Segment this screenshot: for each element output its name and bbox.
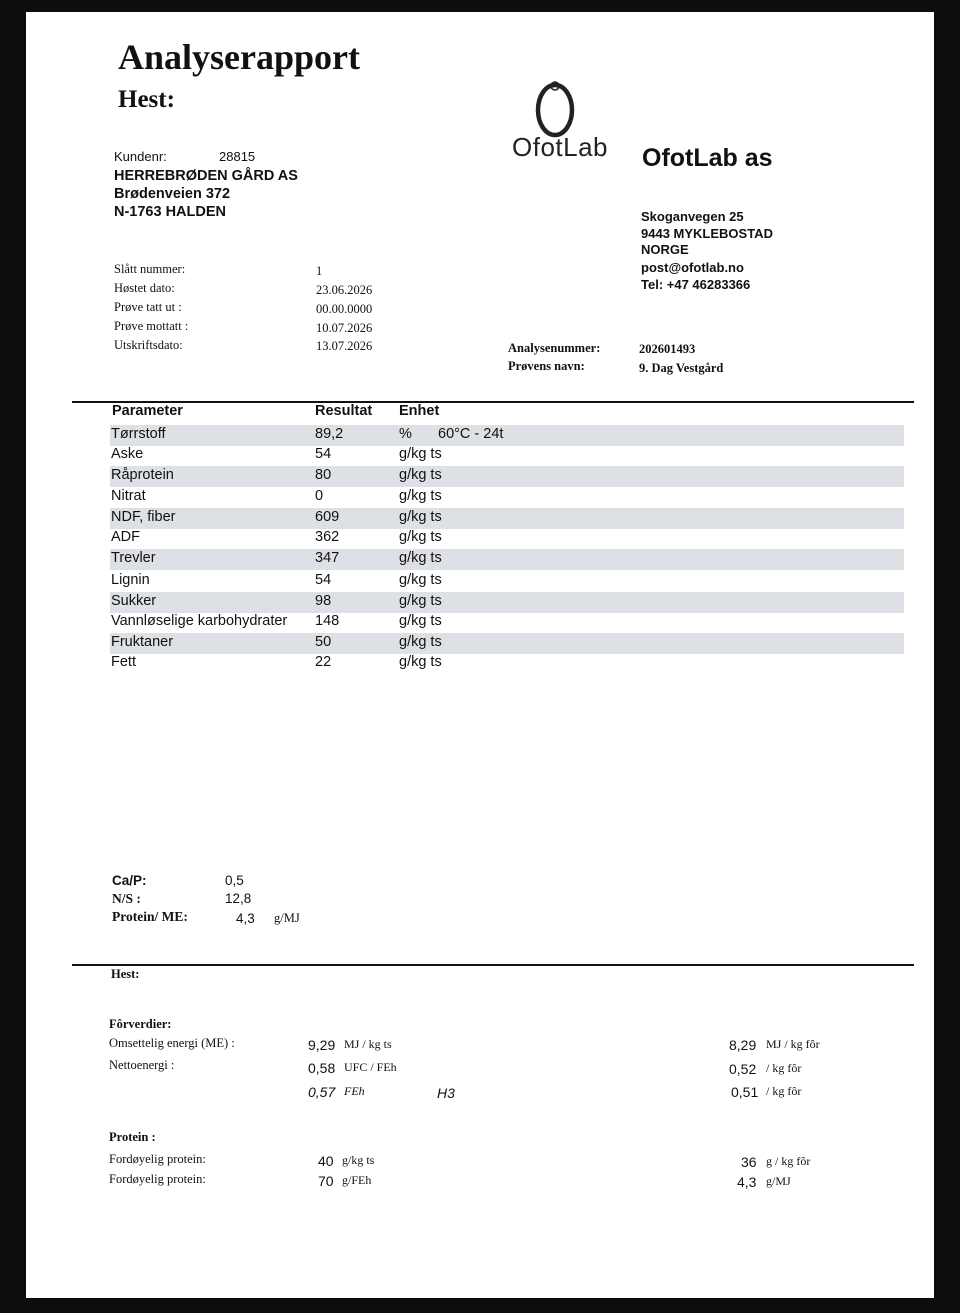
me-label: Omsettelig energi (ME) : bbox=[109, 1036, 235, 1050]
result-cell: 347 bbox=[315, 550, 340, 566]
me-value-per-feed: 8,29 bbox=[729, 1037, 757, 1053]
unit-cell: g/kg ts bbox=[399, 634, 442, 650]
unit-cell: g/kg ts bbox=[399, 613, 442, 629]
protein-me-label: Protein/ ME: bbox=[112, 909, 188, 924]
table-row bbox=[110, 445, 904, 466]
forverdier-heading: Fôrverdier: bbox=[109, 1017, 172, 1031]
me-value: 9,29 bbox=[308, 1037, 336, 1053]
result-cell: 22 bbox=[315, 654, 332, 670]
param-cell: Fruktaner bbox=[111, 634, 174, 650]
customer-number-label: Kundenr: bbox=[114, 149, 167, 164]
unit-cell: g/kg ts bbox=[399, 654, 442, 670]
unit-cell: % bbox=[399, 426, 412, 442]
param-cell: Trevler bbox=[111, 550, 156, 566]
sample-info-label: Slått nummer: bbox=[114, 262, 186, 276]
protein-heading: Protein : bbox=[109, 1130, 156, 1144]
result-cell: 98 bbox=[315, 593, 332, 609]
lab-name: OfotLab as bbox=[642, 144, 773, 172]
me-unit-per-feed: MJ / kg fôr bbox=[766, 1037, 820, 1051]
param-cell: Råprotein bbox=[111, 467, 174, 483]
ns-label: N/S : bbox=[112, 891, 141, 906]
report-title: Analyserapport bbox=[118, 37, 360, 77]
sample-info-label: Prøve mottatt : bbox=[114, 319, 189, 333]
section-divider bbox=[72, 401, 914, 403]
unit-cell: g/kg ts bbox=[399, 572, 442, 588]
report-page bbox=[26, 12, 934, 1298]
param-cell: NDF, fiber bbox=[111, 509, 176, 525]
result-cell: 54 bbox=[315, 572, 332, 588]
result-cell: 609 bbox=[315, 509, 340, 525]
param-cell: ADF bbox=[111, 529, 140, 545]
unit-cell: g/kg ts bbox=[399, 593, 442, 609]
analysis-number-label: Analysenummer: bbox=[508, 341, 601, 355]
result-cell: 80 bbox=[315, 467, 332, 483]
report-subtitle: Hest: bbox=[118, 86, 175, 113]
fp1-unit: g/kg ts bbox=[342, 1153, 375, 1167]
fp2-unit-per-feed: g/MJ bbox=[766, 1174, 791, 1188]
table-row bbox=[110, 633, 904, 654]
unit-cell: g/kg ts bbox=[399, 529, 442, 545]
param-header: Parameter bbox=[112, 403, 183, 419]
logo-wordmark: OfotLab bbox=[512, 132, 609, 162]
param-cell: Nitrat bbox=[111, 488, 146, 504]
table-row bbox=[110, 466, 904, 487]
me-unit: MJ / kg ts bbox=[344, 1037, 392, 1051]
fp2-value: 70 bbox=[318, 1173, 334, 1189]
sample-info-value: 00.00.0000 bbox=[316, 302, 373, 316]
lab-phone: Tel: +47 46283366 bbox=[641, 277, 751, 292]
ne-unit: UFC / FEh bbox=[344, 1060, 397, 1074]
sample-info-label: Prøve tatt ut : bbox=[114, 300, 182, 314]
fp2-unit: g/FEh bbox=[342, 1173, 372, 1187]
unit-cell: g/kg ts bbox=[399, 446, 442, 462]
feh-value-per-feed: 0,51 bbox=[731, 1084, 759, 1100]
result-cell: 148 bbox=[315, 613, 340, 629]
param-cell: Aske bbox=[111, 446, 144, 462]
table-row bbox=[110, 571, 904, 592]
lab-email: post@ofotlab.no bbox=[641, 260, 744, 275]
ns-value: 12,8 bbox=[225, 891, 252, 906]
result-header: Resultat bbox=[315, 403, 373, 419]
ne-value-per-feed: 0,52 bbox=[729, 1061, 757, 1077]
unit-cell: g/kg ts bbox=[399, 467, 442, 483]
fp1-label: Fordøyelig protein: bbox=[109, 1152, 206, 1166]
customer-city: N-1763 HALDEN bbox=[114, 204, 226, 220]
result-cell: 362 bbox=[315, 529, 340, 545]
protein-me-value: 4,3 bbox=[236, 911, 255, 926]
customer-number: 28815 bbox=[219, 149, 256, 164]
fp2-value-per-feed: 4,3 bbox=[737, 1174, 757, 1190]
result-cell: 0 bbox=[315, 488, 324, 504]
fp1-value-per-feed: 36 bbox=[741, 1154, 757, 1170]
sample-info-value: 13.07.2026 bbox=[316, 339, 373, 353]
param-cell: Sukker bbox=[111, 593, 157, 609]
lab-city: 9443 MYKLEBOSTAD bbox=[641, 226, 773, 241]
table-row bbox=[110, 653, 904, 674]
fp1-value: 40 bbox=[318, 1153, 334, 1169]
feh-unit-per-feed: / kg fôr bbox=[766, 1084, 802, 1098]
param-cell: Fett bbox=[111, 654, 136, 670]
result-cell: 50 bbox=[315, 634, 332, 650]
ne-value: 0,58 bbox=[308, 1060, 336, 1076]
unit-cell: g/kg ts bbox=[399, 509, 442, 525]
table-row bbox=[110, 528, 904, 549]
result-cell: 89,2 bbox=[315, 426, 344, 442]
section-divider bbox=[72, 964, 914, 966]
note-cell: 60°C - 24t bbox=[438, 426, 504, 442]
feh-unit: FEh bbox=[344, 1084, 365, 1098]
result-cell: 54 bbox=[315, 446, 332, 462]
fp2-label: Fordøyelig protein: bbox=[109, 1172, 206, 1186]
table-row bbox=[110, 487, 904, 508]
sample-info-label: Utskriftsdato: bbox=[114, 338, 183, 352]
customer-name: HERREBRØDEN GÅRD AS bbox=[114, 168, 298, 184]
sample-info-value: 10.07.2026 bbox=[316, 321, 373, 335]
lab-country: NORGE bbox=[641, 242, 689, 257]
feh-value: 0,57 bbox=[308, 1084, 336, 1100]
param-cell: Lignin bbox=[111, 572, 150, 588]
unit-cell: g/kg ts bbox=[399, 550, 442, 566]
analysis-number: 202601493 bbox=[639, 342, 696, 356]
sample-info-value: 23.06.2026 bbox=[316, 283, 373, 297]
feh-code: H3 bbox=[437, 1085, 455, 1101]
param-cell: Tørrstoff bbox=[111, 426, 166, 442]
cap-value: 0,5 bbox=[225, 873, 244, 888]
unit-header: Enhet bbox=[399, 403, 440, 419]
table-row bbox=[110, 549, 904, 570]
lab-street: Skoganvegen 25 bbox=[641, 209, 744, 224]
table-row bbox=[110, 592, 904, 613]
table-row bbox=[110, 612, 904, 633]
sample-name-label: Prøvens navn: bbox=[508, 359, 585, 373]
sample-info-label: Høstet dato: bbox=[114, 281, 175, 295]
sample-info-value: 1 bbox=[316, 264, 323, 278]
param-cell: Vannløselige karbohydrater bbox=[111, 613, 288, 629]
ne-label: Nettoenergi : bbox=[109, 1058, 175, 1072]
protein-me-unit: g/MJ bbox=[274, 911, 300, 925]
table-row bbox=[110, 425, 904, 446]
cap-label: Ca/P: bbox=[112, 873, 147, 888]
unit-cell: g/kg ts bbox=[399, 488, 442, 504]
fp1-unit-per-feed: g / kg fôr bbox=[766, 1154, 811, 1168]
ne-unit-per-feed: / kg fôr bbox=[766, 1061, 802, 1075]
sample-name: 9. Dag Vestgård bbox=[639, 361, 724, 375]
table-row bbox=[110, 508, 904, 529]
feed-section-title: Hest: bbox=[111, 967, 140, 981]
customer-street: Brødenveien 372 bbox=[114, 186, 231, 202]
